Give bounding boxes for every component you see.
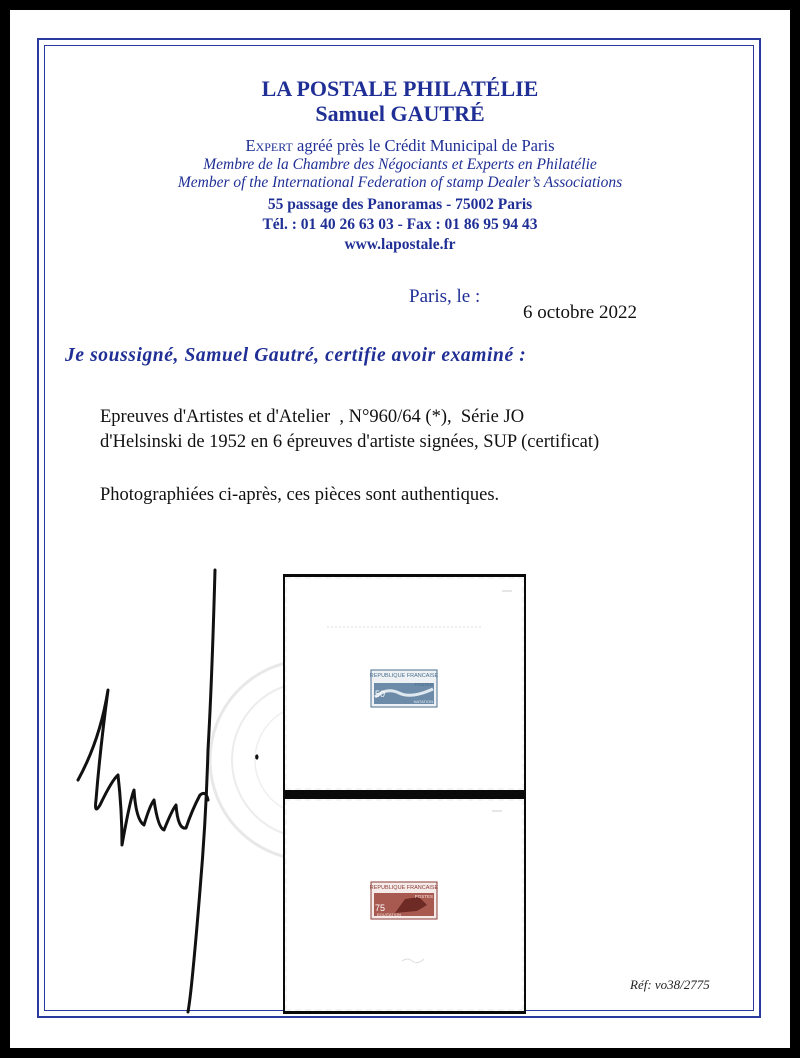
authenticity-statement: Photographiées ci-après, ces pièces sont authentiques.	[100, 485, 500, 505]
handwritten-signature-icon	[60, 560, 260, 1020]
description-line-2: d'Helsinski de 1952 en 6 épreuves d'artiste signées, SUP (certificat)	[100, 432, 600, 452]
reference-number: Réf: vo38/2775	[630, 977, 710, 992]
stamp-bottom-postes: POSTES	[414, 894, 433, 899]
proof-bottom-drawing	[287, 801, 522, 1009]
certification-statement: Je soussigné, Samuel Gautré, certifie avoir examiné :	[65, 345, 527, 366]
stamp-equestrian	[370, 882, 439, 919]
stamp-bottom-value: 75	[375, 903, 386, 913]
stamp-top-postes: POSTES	[414, 682, 433, 687]
company-address: 55 passage des Panoramas - 75002 Paris	[267, 196, 533, 213]
stamp-bottom-sport: EQUITATION	[377, 912, 401, 917]
stamp-top-country: REPUBLIQUE FRANCAISE	[369, 673, 439, 679]
artist-proof-bottom	[285, 799, 524, 1011]
expert-name: Samuel GAUTRÉ	[315, 101, 485, 126]
expert-prefix: Expert	[245, 136, 293, 155]
company-phone: Tél. : 01 40 26 63 03 - Fax : 01 86 95 94 43	[262, 216, 538, 233]
company-website: www.lapostale.fr	[344, 236, 456, 253]
company-title: LA POSTALE PHILATÉLIE	[261, 76, 539, 101]
certificate-date: 6 octobre 2022	[523, 302, 637, 323]
stamp-bottom-country: REPUBLIQUE FRANCAISE	[369, 885, 439, 891]
membership-french: Membre de la Chambre des Négociants et Experts en Philatélie	[203, 156, 597, 173]
description-line-1: Epreuves d'Artistes et d'Atelier , N°960/64 (*), Série JO	[100, 407, 525, 427]
membership-english: Member of the International Federation of stamp Dealer’s Associations	[177, 174, 623, 191]
place-label: Paris, le :	[409, 286, 481, 307]
stamp-swimming	[370, 670, 439, 707]
stamp-top-sport: NATATION	[413, 699, 433, 704]
expert-accreditation-text: agréé près le Crédit Municipal de Paris	[292, 136, 555, 155]
stamp-top-value: 50	[375, 689, 386, 699]
expert-accreditation	[0, 136, 800, 156]
proof-top-drawing	[287, 579, 522, 788]
artist-proof-top	[285, 577, 524, 790]
